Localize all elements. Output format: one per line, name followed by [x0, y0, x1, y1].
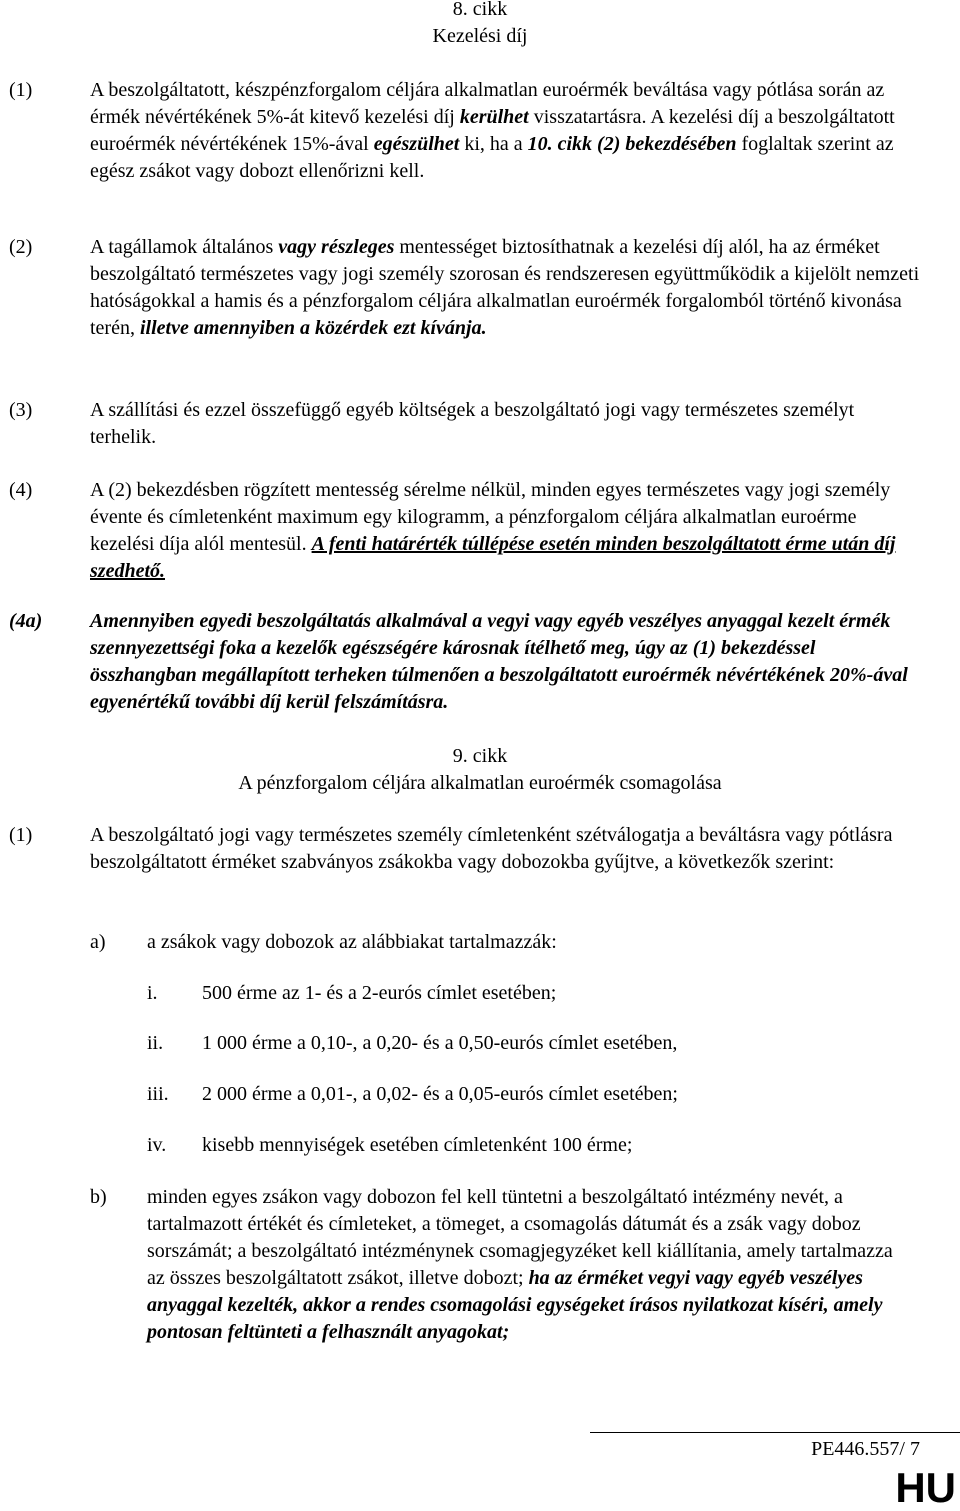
paragraph-text: A beszolgáltató jogi vagy természetes személy címletenként szétválogatja a beváltásra vagy pótlásra beszolgáltatott érméket szabványos zsákokba vagy dobozokba gyűjtve, a következők szerint: [90, 824, 893, 873]
paragraph-text: A szállítási és ezzel összefüggő egyéb költségek a beszolgáltató jogi vagy természetes személyt terhelik. [90, 399, 855, 448]
point-text: minden egyes zsákon vagy dobozon fel kell tüntetni a beszolgáltató intézmény nevét, a tartalmazott értékét és címleteket, a tömeget, a csomagolás dátumát és a zsák vagy doboz sorszámát; a beszolgáltató intézménynek csomagjegyzéket kell kiállítania, amely tartalmazza az összes beszolgáltatott zsákot, illetve dobozt; ha az érméket vegyi vagy egyéb veszélyes anyaggal kezelték, akkor a rendes csomagolási egységeket írásos nyilatkozat kíséri, amely pontosan feltünteti a felhasznált anyagokat; [147, 1186, 893, 1343]
language-code: HU [895, 1464, 956, 1511]
article-8-subtitle: Kezelési díj [432, 25, 528, 47]
document-reference: PE446.557/ 7 [811, 1438, 920, 1460]
paragraph-text: A beszolgáltatott, készpénzforgalom céljára alkalmatlan euroérmék beváltása vagy pótlása során az érmék névértékének 5%-át kitevő kezelési díj kerülhet visszatartásra. A kezelési díj a beszolgáltatott euroérmék névértékének 15%-ával egészülhet ki, ha a 10. cikk (2) bekezdésében foglaltak szerint az egész zsákot vagy dobozt ellenőrizni kell. [90, 79, 895, 182]
paragraph-text: A tagállamok általános vagy részleges mentességet biztosíthatnak a kezelési díj alól, ha az érméket beszolgáltató természetes vagy jogi személy szorosan és rendszeresen együttműködik a kijelölt nemzeti hatóságokkal a hamis és a pénzforgalom céljára alkalmatlan euroérmék forgalomból történő kivonása terén, illetve amennyiben a közérdek ezt kívánja. [90, 236, 920, 339]
point-text: a zsákok vagy dobozok az alábbiakat tartalmazzák: [147, 931, 557, 953]
paragraph-text: A (2) bekezdésben rögzített mentesség sérelme nélkül, minden egyes természetes vagy jogi személy évente és címletenként maximum egy kilogramm, a pénzforgalom céljára alkalmatlan euroérme kezelési díja alól mentesül. A fenti határérték túllépése esetén minden beszolgáltatott érme után díj szedhető. [90, 479, 896, 582]
article-9-subtitle: A pénzforgalom céljára alkalmatlan euroérmék csomagolása [238, 772, 722, 794]
article-9-title: 9. cikk [452, 745, 508, 767]
paragraph-number: (3) [9, 399, 33, 421]
paragraph-number: (2) [9, 236, 33, 258]
paragraph-number: (4) [9, 479, 33, 501]
paragraph-number: (4a) [9, 610, 43, 632]
paragraph-number: (1) [9, 824, 33, 846]
paragraph-text: Amennyiben egyedi beszolgáltatás alkalmával a vegyi vagy egyéb veszélyes anyaggal kezelt érmék szennyezettségi foka a kezelők egészségére károsnak ítélhető meg, úgy az (1) bekezdéssel összhangban megállapított terheken túlmenően a beszolgáltatott euroérmék névértékének 20%-ával egyenértékű további díj kerül felszámításra. [90, 610, 908, 713]
paragraph-number: (1) [9, 79, 33, 101]
point-label: b) [90, 1186, 107, 1208]
point-label: a) [90, 931, 106, 953]
article-8-title: 8. cikk [452, 0, 508, 20]
footer-rule [590, 1432, 960, 1433]
